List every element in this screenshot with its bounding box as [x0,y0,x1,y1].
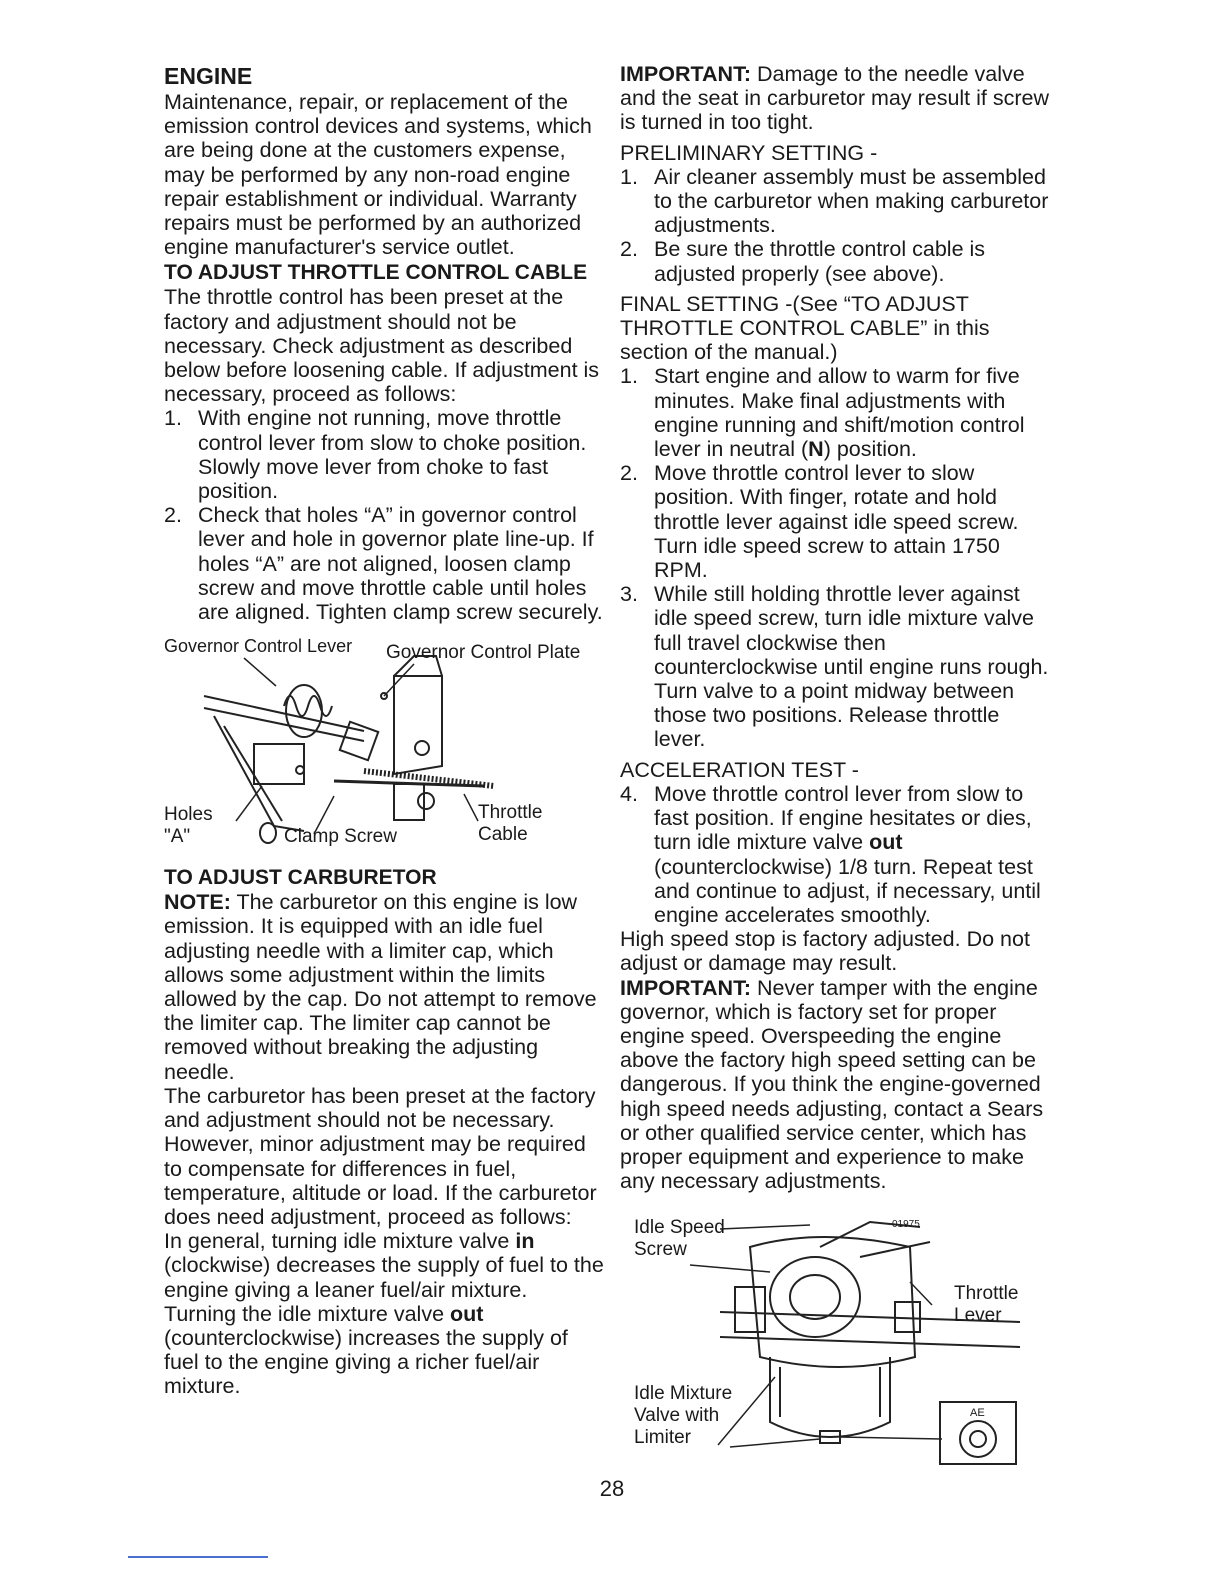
label-throttle: Throttle [478,802,543,824]
governor-illustration [164,636,604,856]
acceleration-heading: ACCELERATION TEST - [620,757,859,782]
list-item: 1. Start engine and allow to warm for five minutes. Make final adjustments with engine running and shift/motion control lever in neutral (N) position. [620,364,1025,462]
throttle-steps [164,406,604,624]
carburetor-note: NOTE: The carburetor on this engine is low emission. It is equipped with an idle fuel adjusting needle with a limiter cap, which allows some adjustment within the limits allowed by the cap. Do not attempt to remove the limiter cap. The limiter cap cannot be removed without breaking the adjusting needle. [164,890,597,1084]
label-valve-with: Valve with [634,1405,720,1427]
label-governor-plate: Governor Control Plate [386,642,581,664]
figure-code: 01975 [892,1219,920,1231]
engine-paragraph: Maintenance, repair, or replacement of the emission control devices and systems, which are being done at the customers expense, may be performed by any non-road engine repair establishment or individual. Warranty repairs must be performed by an authorized engine manufacturer's service outlet. [164,90,592,260]
carburetor-paragraph-3: In general, turning idle mixture valve in (clockwise) decreases the supply of fuel to the engine giving a leaner fuel/air mixture. Turning the idle mixture valve out (counterclockwise) increases the supply of fuel to the engine giving a richer fuel/air mixture. [164,1229,604,1399]
label-limiter: Limiter [634,1427,692,1449]
carburetor-figure [620,1217,1030,1467]
footer-rule [128,1556,268,1558]
throttle-intro: The throttle control has been preset at the factory and adjustment should not be necessary. Check adjustment as described below before loosening cable. If adjustment is necessary, proceed as follows: [164,285,600,407]
high-speed-text: High speed stop is factory adjusted. Do not adjust or damage may result. [620,927,1030,976]
label-throttle: Throttle [954,1283,1019,1305]
label-holes-a: "A" [164,826,191,848]
throttle-cable-heading: TO ADJUST THROTTLE CONTROL CABLE [164,261,588,285]
acceleration-steps [620,782,1050,927]
list-item: 1. With engine not running, move throttle control lever from slow to choke position. Slowly move lever from choke to fast position. [164,406,587,504]
final-setting-steps [620,364,1050,751]
label-holes: Holes [164,804,213,826]
list-item: 2. Check that holes “A” in governor control lever and hole in governor plate line-up. If holes “A” are not aligned, loosen clamp screw and move throttle cable until holes are aligned. Tighten clamp screw securely. [164,503,603,625]
important-note-2: IMPORTANT: Never tamper with the engine governor, which is factory set for proper engine speed. Overspeeding the engine above the factory high speed setting can be dangerous. If you think the engine-governed high speed needs adjusting, contact a Sears or other qualified service center, which has proper equipment and experience to make any necessary adjustments. [620,975,1044,1194]
label-lever: Lever [954,1305,1002,1327]
label-governor-lever: Governor Control Lever [164,636,353,657]
carburetor-paragraph-2: The carburetor has been preset at the factory and adjustment should not be necessary. However, minor adjustment may be required to compensate for differences in fuel, temperature, altitude or load. If the carburetor does need adjustment, proceed as follows: [164,1083,597,1229]
governor-figure [164,636,604,856]
page-number: 28 [599,1476,625,1501]
label-idle-speed: Idle Speed [634,1217,725,1239]
label-screw: Screw [634,1239,687,1261]
important-note-1: IMPORTANT: Damage to the needle valve and the seat in carburetor may result if screw is turned in too tight. [620,62,1049,135]
list-item: 4. Move throttle control lever from slow to fast position. If engine hesitates or dies, turn idle mixture valve out (counterclockwise) 1/8 turn. Repeat test and continue to adjust, if necessary, until engine accelerates smoothly. [620,781,1041,927]
label-clamp-screw: Clamp Screw [284,826,397,848]
list-item: 2. Be sure the throttle control cable is adjusted properly (see above). [620,237,986,286]
list-item: 2. Move throttle control lever to slow position. With finger, rotate and hold throttle lever against idle speed screw. Turn idle speed screw to attain 1750 RPM. [620,461,1019,583]
final-setting-heading: FINAL SETTING -(See “TO ADJUST THROTTLE CONTROL CABLE” in this section of the manual.) [620,291,990,365]
carburetor-heading: TO ADJUST CARBURETOR [164,866,437,890]
list-item: 1. Air cleaner assembly must be assembled to the carburetor when making carburetor adjustments. [620,164,1049,238]
label-cable: Cable [478,824,528,846]
preliminary-heading: PRELIMINARY SETTING - [620,140,878,165]
engine-heading: ENGINE [164,63,253,89]
preliminary-steps [620,165,1050,286]
left-column [164,62,604,1399]
inset-text: AE [970,1407,985,1420]
note-label: NOTE: [164,890,231,915]
label-idle-mixture: Idle Mixture [634,1383,733,1405]
right-column [620,62,1050,1467]
list-item: 3. While still holding throttle lever against idle speed screw, turn idle mixture valve full travel clockwise then counterclockwise until engine runs rough. Turn valve to a point midway between those two positions. Release throttle lever. [620,582,1049,752]
